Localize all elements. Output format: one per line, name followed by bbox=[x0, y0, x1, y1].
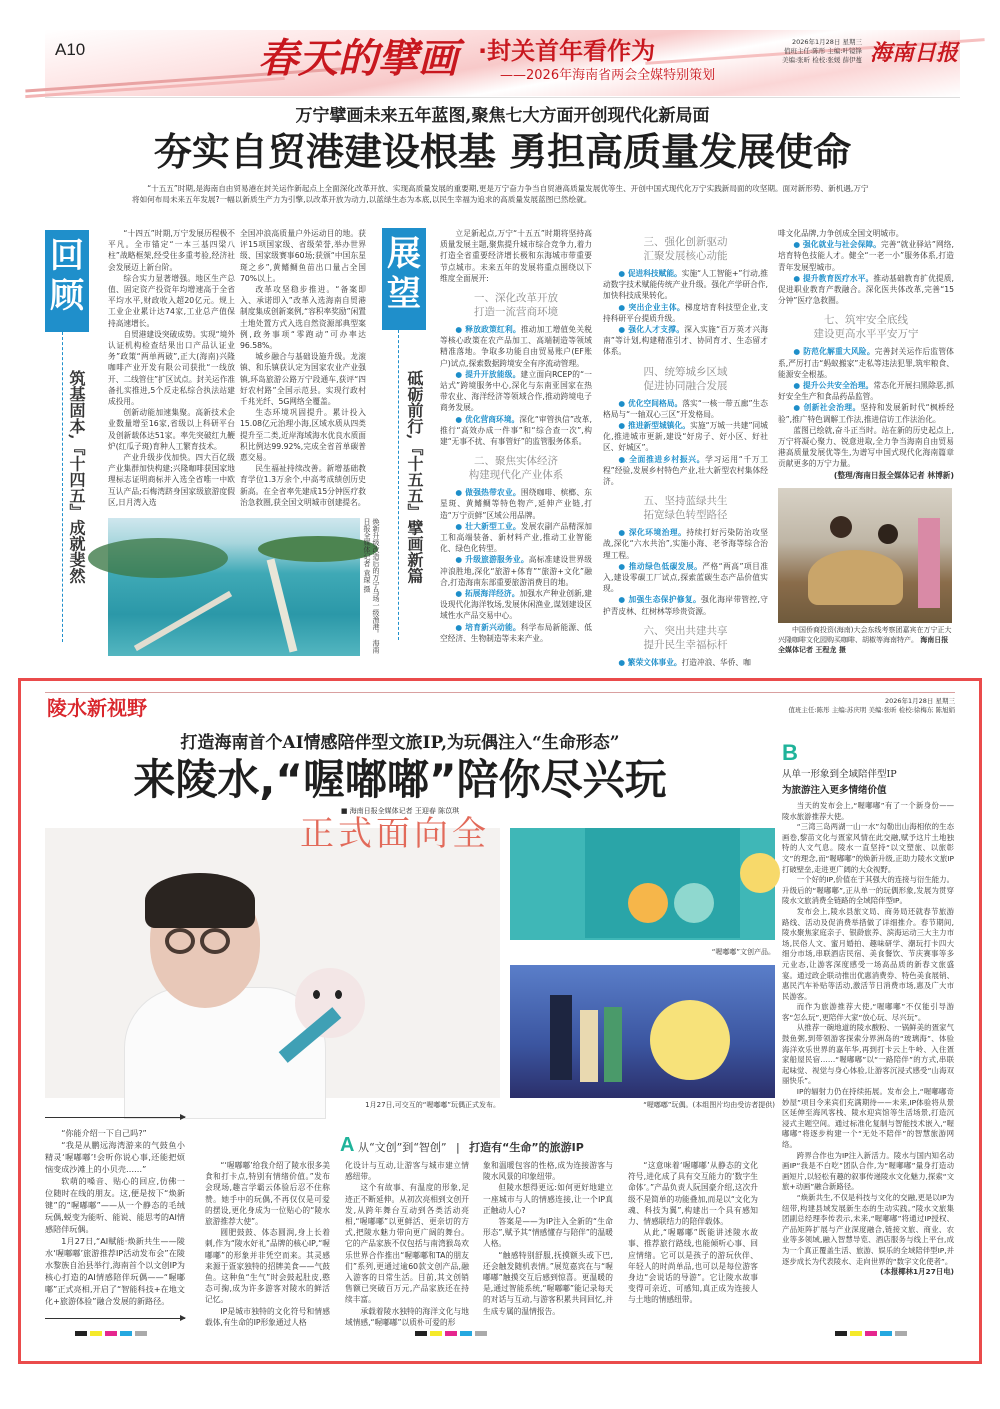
newspaper-logo: 海南日报 bbox=[870, 40, 959, 66]
paragraph: 软萌的嗓音、贴心的回应,仿佛一位随时在线的朋友。这,便是按下“焕新键”的“喔嘟嘟”——从一个静态的毛绒玩偶,蜕变为能听、能说、能思考的AI情感陪伴玩偶。 bbox=[45, 1176, 185, 1234]
subsection-heading-line: 促进协同融合发展 bbox=[643, 379, 728, 392]
bullet-item bbox=[440, 487, 592, 521]
bullet-text: 发展农副产品精深加工和高端装备、新材料产业,推动工业智能化、绿色化转型。 bbox=[440, 521, 592, 554]
main-photo-caption: 1月27日,可交互的“喔嘟嘟”玩偶正式发布。 bbox=[365, 1101, 500, 1109]
bullet-key: ● 繁荣文体事业。 bbox=[618, 658, 681, 667]
bullet-key: ● 做强热带农业。 bbox=[455, 488, 520, 497]
dashed-divider bbox=[62, 332, 63, 642]
section-a-column-4 bbox=[628, 1160, 758, 1322]
bullet-text: 加强水产种业创新,建设现代化海洋牧场,发展休闲渔业,谋划建设区域性水产品交易中心。 bbox=[440, 589, 592, 621]
section-a-column-1 bbox=[205, 1160, 330, 1327]
bullet-text: 强化海岸带管控,守护青皮林、红树林等珍贵资源。 bbox=[603, 595, 768, 616]
paragraph: 但陵水想得更远:如何更好地建立一座城市与人的情感连接,让一个IP真正触动人心? bbox=[483, 1183, 613, 1215]
subsection-heading-line: 四、统筹城乡区域 bbox=[643, 365, 728, 378]
outlook-column-3 bbox=[778, 228, 954, 486]
paragraph: 产业升级步伐加快。四大百亿级产业集群加快构建;兴隆咖啡获国家地理标志证明商标并入选全省唯一中欧互认产品;石梅湾跻身国家级旅游度假区,日月湾入选 bbox=[108, 453, 235, 507]
bullet-key: ● 促进科技赋能。 bbox=[618, 269, 681, 278]
section-a-column-3 bbox=[483, 1160, 613, 1322]
section-name: 陵水新视野 bbox=[47, 696, 147, 720]
bullet-item bbox=[778, 239, 954, 273]
bullet-item bbox=[440, 414, 592, 448]
products-photo-caption: “喔嘟嘟”文创产品。 bbox=[711, 948, 775, 956]
dashed-divider bbox=[398, 330, 399, 640]
bullet-item bbox=[440, 324, 592, 369]
bullet-text: 完善封关运作后监管体系,严厉打击“蚂蚁搬家”走私等违法犯罪,筑牢粮食、能源安全根基。 bbox=[778, 347, 954, 379]
section-b-column bbox=[782, 801, 954, 1323]
bullet-text: 科学布局新能源、低空经济、生物制造等未来产业。 bbox=[440, 622, 592, 643]
section-b-title-line1: 从单一形象到全域陪伴型IP bbox=[782, 769, 897, 780]
article-headline: 夯实自贸港建设根基 勇担高质量发展使命 bbox=[153, 130, 852, 174]
signature: (本报椰林1月27日电) bbox=[880, 1267, 954, 1277]
launch-photo bbox=[45, 814, 500, 1098]
paragraph: 全国冲浪高质量户外运动目的地。获评15项国家级、省级荣誉,举办世界级、国家级赛事60场;获颁“中国东星斑之乡”,黄鳍鲷鱼苗出口量占全国70%以上。 bbox=[240, 229, 366, 283]
paragraph: 答案是——为IP注入全新的“生命形态”,赋予其“情感懂存与陪伴”的温暖人格。 bbox=[483, 1217, 613, 1249]
bullet-key: ● 提升开放能级。 bbox=[455, 370, 520, 379]
bullet-item bbox=[603, 527, 768, 561]
color-registration-bar bbox=[835, 1331, 907, 1336]
harbor-photo bbox=[108, 518, 360, 656]
bullet-item bbox=[603, 561, 768, 595]
section-a-heading bbox=[340, 1134, 584, 1159]
bullet-text: 深化“审管执信”改革,推行“高效办成一件事”和“综合查一次”,构建“无事不扰、有事管好”的监管服务体系。 bbox=[440, 414, 592, 447]
divider bbox=[45, 97, 960, 98]
review-vertical-title: 筑基固本,『十四五』成就斐然 bbox=[67, 370, 86, 584]
bullet-item bbox=[778, 402, 954, 424]
arrow-divider bbox=[45, 1318, 185, 1319]
paragraph: 创新动能加速集聚。高新技术企业数量增至16家,省级以上科研平台及创新载体达51家。率先突破红九鞭炉(红瓜子斑)育种人工繁育技术。 bbox=[108, 408, 235, 451]
subsection-heading-line: 五、坚持蓝绿共生 bbox=[643, 495, 728, 508]
bullet-key: ● 升级旅游服务业。 bbox=[455, 555, 528, 564]
bullet-item bbox=[440, 369, 592, 414]
bullet-item bbox=[603, 420, 768, 454]
caption-text: 中国侨商投资(海南)大会东线考察团嘉宾在万宁正大兴隆咖啡文化园购买咖啡、胡椒等海南特产。 bbox=[778, 626, 952, 644]
paragraph: 蓝图已绘就,奋斗正当时。站在新的历史起点上,万宁将凝心聚力、锐意进取,全力争当海南自由贸易港高质量发展优等生,为谱写中国式现代化海南篇章贡献更多的万宁力量。 bbox=[778, 425, 954, 469]
paragraph: “焕新共生,不仅是科技与文化的交融,更是以IP为纽带,构建县域发展新生态的生动实践。”陵水文旅集团副总经理李传表示,未来,“喔嘟嘟”将通过IP授权、产品矩阵扩展与产业深度融合,链接文旅、商业、农业等多领域,融入智慧导览、酒店服务与线上平台,成为一个真正覆盖生活、旅游、娱乐的全域陪伴型IP,并逐步成长为代表陵水、走向世界的“数字文化使者”。 bbox=[782, 1192, 954, 1266]
subsection-heading-line: 七、筑牢安全底线 bbox=[824, 314, 908, 327]
page-meta bbox=[740, 697, 955, 715]
byline: ■ 海南日报全媒体记者 王迎春 陈苡琪 bbox=[340, 807, 460, 815]
bullet-item bbox=[603, 454, 768, 488]
subsection-heading-line: 一、深化改革开放 bbox=[474, 292, 558, 305]
paragraph: 这个有故事、有温度的形象,足迹正不断延伸。从初次亮相到文创开发,从跨年舞台互动到各类活动亮相,“喔嘟嘟”以更鲜活、更亲切的方式,把陵水魅力带向更广阔的舞台。它的产品家族不仅包括与南湾猴岛欢乐世界合作推出“喔嘟嘟和TA的朋友们”系列,更通过逾60款文创产品,融入游客的日常生活。目前,其文创销售额已突破百万元,产品家族还在持续丰富。 bbox=[345, 1183, 469, 1305]
photo-credit: 海南日报全媒体记者 王程龙 摄 bbox=[778, 636, 949, 654]
paragraph: “‘喔嘟嘟’给我介绍了陵水很多美食和打卡点,特别有情绪价值。”发布会现场,趣言学霸云体验后忍不住称赞。她手中的玩偶,不再仅仅是可爱的摆设,更化身成为一位贴心的“陵水旅游推荐大使”。 bbox=[205, 1161, 330, 1227]
page-date: 2026年1月28日 星期三 bbox=[791, 38, 862, 46]
lead-column bbox=[45, 1127, 185, 1315]
bullet-text: 建立面向RCEP的“一站式”跨境服务中心,深化与东南亚国家在热带农业、海洋经济等领域合作,推动跨境电子商务发展。 bbox=[440, 369, 592, 413]
review-column-1 bbox=[108, 228, 235, 513]
bullet-item bbox=[440, 521, 592, 555]
subsection-heading-line: 六、突出共建共享 bbox=[643, 624, 728, 637]
paragraph: 而作为旅游推荐大使,“喔嘟嘟”不仅能引导游客“怎么玩”,更陪伴大家“放心玩、尽兴玩”。 bbox=[782, 1002, 954, 1022]
bullet-item bbox=[778, 346, 954, 380]
section-a-letter: A bbox=[340, 1134, 355, 1156]
bullet-key: ● 提升公共安全治理。 bbox=[793, 381, 873, 390]
banner-subtitle: ——2026年海南省两会全媒特别策划 bbox=[500, 68, 716, 83]
divider bbox=[45, 692, 955, 693]
paragraph: 化设计与互动,让游客与城市建立情感纽带。 bbox=[345, 1161, 469, 1182]
mascot-photo bbox=[510, 965, 775, 1098]
bullet-item bbox=[778, 273, 954, 307]
paragraph: 发布会上,陵水县旅文局、商务局还就春节旅游路线、活动及促消费举措做了详细推介。春节期间,陵水聚焦家庭亲子、银龄旅养、滨海运动三大主力市场,民俗人文、蜜月婚拍、趣味研学、潮玩打卡四大细分市场,串联酒店民宿、美食餐饮、节庆赛事等多元业态,让游客深度感受一场高品质的新春文旅盛宴。通过政企联动推出优惠消费券、特色美食展销、惠民汽车补贴等活动,激活节日消费市场,惠及广大市民游客。 bbox=[782, 906, 954, 1001]
bullet-key: ● 突出企业主体。 bbox=[618, 303, 685, 312]
outlook-column-1 bbox=[440, 228, 592, 658]
bullet-key: ● 提升教育医疗水平。 bbox=[793, 274, 873, 283]
subsection-heading-line: 打造一流营商环境 bbox=[474, 306, 558, 319]
paragraph: 当天的发布会上,“喔嘟嘟”有了一个新身份——陵水旅游推荐大使。 bbox=[782, 801, 954, 821]
bullet-key: ● 防范化解重大风险。 bbox=[793, 347, 874, 356]
arrow-divider bbox=[45, 1117, 185, 1118]
page-number: A10 bbox=[55, 40, 86, 59]
subsection-heading-line: 构建现代化产业体系 bbox=[468, 469, 564, 482]
subsection-heading bbox=[603, 235, 768, 263]
subsection-heading-line: 汇聚发展核心动能 bbox=[643, 250, 728, 262]
bullet-text: 梯度培育科技型企业,支持科研平台提质升级。 bbox=[603, 302, 768, 323]
bullet-text: 严格“两高”项目准入,建设零碳工厂试点,探索蓝碳生态产品价值实现。 bbox=[603, 561, 768, 594]
calligraphy-title: 春天的擘画 bbox=[258, 35, 458, 82]
paragraph: 一个好的IP,价值在于其强大的连接与衍生能力。升级后的“喔嘟嘟”,正从单一的玩偶形象,发展为贯穿陵水文旅消费全链路的全域陪伴型IP。 bbox=[782, 875, 954, 906]
bullet-key: ● 拓展海洋经济。 bbox=[455, 589, 519, 598]
paragraph: “这意味着‘喔嘟嘟’从静态的文化符号,进化成了具有交互能力的‘数字生命体’。”产品负责人阮国豪介绍,这次升级不是简单的功能叠加,而是以“文化为魂、科技为翼”,构建出一个具有感知力、情感联结力的陪伴载体。 bbox=[628, 1161, 758, 1227]
bullet-key: ● 全面推进乡村振兴。 bbox=[618, 455, 705, 464]
bullet-item bbox=[603, 302, 768, 324]
review-column-2 bbox=[240, 228, 366, 513]
paragraph: 象和温暖包容的性格,成为连接游客与陵水风景的印象纽带。 bbox=[483, 1161, 613, 1182]
paragraph: 1月27日,“AI赋能·焕新共生——陵水‘喔嘟嘟’旅游推荐IP活动发布会”在陵水黎族自治县举行,海南首个以文创IP为核心打造的AI情感陪伴玩偶——“喔嘟嘟”正式亮相,开启了“智能科技+在地文化+旅游体验”融合发展的新路径。 bbox=[45, 1236, 185, 1306]
subsection-heading bbox=[603, 365, 768, 393]
subsection-heading bbox=[603, 624, 768, 652]
paragraph: 生态环境巩固提升。累计投入15.08亿元治理小海,区域水质从四类提升至二类,近岸海域海水优良水质面积比例达99.92%,完成全省首单碳普惠交易。 bbox=[240, 408, 366, 463]
subsection-heading-line: 拓宽绿色转型路径 bbox=[643, 509, 728, 522]
editor-line: 值班主任:陈彤 主编:苏庆明 美编:张昕 检校:徐梅东 陈旭娟 bbox=[788, 706, 955, 714]
bullet-key: ● 深化环境治理。 bbox=[618, 528, 686, 537]
bullet-item bbox=[603, 324, 768, 358]
bullet-text: 推动基础教育扩优提质,促进职业教育产教融合。深化医共体改革,完善“15分钟”医疗急救圈。 bbox=[778, 273, 954, 306]
bullet-text: 实施“万城一共建”同城化,推进城市更新,建设“好房子、好小区、好社区、好城区”。 bbox=[603, 421, 768, 453]
article-intro: “十五五”时期,是海南自由贸易港在封关运作新起点上全面深化改革开放、实现高质量发展的重要期,更是万宁奋力争当自贸港高质量发展优等生、开创中国式现代化万宁实践新局面的攻坚期。面对新形势、新机遇,万宁将如何布局未来五年发展?一幅以新质生产力为引擎,以改革开放为动力,以蓝绿生态为本底,以民生幸福为追求的高质量发展蓝图已然绘就。 bbox=[132, 184, 869, 204]
subsection-heading bbox=[440, 291, 592, 319]
bullet-text: 高标准建设世界级冲浪胜地,深化“旅游+体育”“旅游+文化”融合,打造海南东部重要旅游消费目的地。 bbox=[440, 555, 592, 587]
bullet-key: ● 强化就业与社会保障。 bbox=[793, 240, 881, 249]
bullet-key: ● 强化人才支撑。 bbox=[618, 325, 684, 334]
editor-line: 值班主任:陈彤 主编:叶镜锋 bbox=[784, 47, 862, 55]
bullet-text: 打造冲浪、华侨、咖 bbox=[681, 657, 751, 667]
paragraph: “你能介绍一下自己吗?” bbox=[61, 1128, 147, 1138]
paragraph: 立足新起点,万宁“十五五”时期将坚持高质量发展主题,聚焦提升城市综合竞争力,着力打造全省重要经济增长极和东海城市带重要节点城市。未来五年的发展将重点围绕以下维度全面展开: bbox=[440, 229, 592, 283]
paragraph: 从此,“喔嘟嘟”既能讲述陵水故事、推荐旅行路线,也能倾听心事、回应情绪。它可以是孩子的游玩伙伴、年轻人的时尚单品,也可以是每位游客身边“会说话的导游”。它让陵水故事变得可亲近、可感知,真正成为连接人与土地的情感纽带。 bbox=[628, 1228, 758, 1305]
section-a-separator: | bbox=[455, 1141, 460, 1154]
bullet-item bbox=[440, 588, 592, 622]
bullet-key: ● 壮大新型工业。 bbox=[455, 522, 520, 531]
subsection-heading-line: 建设更高水平平安万宁 bbox=[813, 328, 919, 341]
banner-kicker: ·封关首年看作为 bbox=[478, 37, 656, 65]
coffee-photo-caption bbox=[778, 625, 954, 655]
bullet-key: ● 释放政策红利。 bbox=[455, 325, 520, 334]
section-a-title-left: 从“文创”到“智创” bbox=[357, 1141, 447, 1154]
coffee-shop-photo bbox=[778, 488, 952, 623]
section-b-letter: B bbox=[782, 740, 798, 765]
paragraph: 改革攻坚稳步推进。“备案即入、承诺即入”改革入选海南自贸港制度集成创新案例,“容积率奖励”闲置土地处置方式入选自然资源部典型案例,政务事项“零跑动”可办率达96.58%。 bbox=[240, 285, 366, 351]
page-meta bbox=[740, 38, 862, 65]
bullet-item bbox=[603, 398, 768, 420]
bullet-text: 实施“人工智能+”行动,推动数字技术赋能传统产业升级。强化产学研合作,加快科技成果转化。 bbox=[603, 269, 768, 301]
bullet-item bbox=[440, 554, 592, 588]
paragraph: “我是从鹏远海湾游来的气鼓鱼小精灵‘喔嘟嘟’!会听你说心事,还能把烦恼变成沙滩上的小贝壳……” bbox=[45, 1140, 185, 1174]
bullet-key: ● 优化营商环境。 bbox=[455, 415, 519, 424]
section-tag-review: 回顾 bbox=[45, 230, 89, 332]
products-photo bbox=[510, 828, 775, 940]
bullet-item bbox=[603, 657, 768, 668]
paragraph: 从推荐一碗地道的陵水酸粉、一锅鲜美的疍家气鼓鱼粥,到带领游客探索分界洲岛的“玻璃海”、体验海洋欢乐世界的嘉年华,再到打卡云上牛岭、入住疍家船屋民宿……“喔嘟嘟”以“一路陪伴”的方式,串联起味觉、视觉与身心体验,让游客沉浸式感受“山海双丽快乐”。 bbox=[782, 1023, 954, 1086]
article-subhead: 万宁擘画未来五年蓝图,聚焦七大方面开创现代化新局面 bbox=[295, 106, 710, 126]
paragraph: 自贸港建设突破成势。实现“境外认证机构检查结果出口产品认证业务”政策“两单两破”,正大(海南)兴隆咖啡产业开发有限公司获批“一线放开、二线管住”扩区试点。封关运作准备扎实推进,5个反走私综合执法站建成投用。 bbox=[108, 329, 235, 407]
paragraph: 圆肥鼓鼓、体态圆润,身上长着刺,作为“陵水好礼”品牌的核心IP,“喔嘟嘟”的形象并非凭空而来。其灵感来源于疍家独特的招牌美食——气鼓鱼。这种鱼“生气”时会鼓起肚皮,憨态可掬,成为许多游客对陵水的鲜活记忆。 bbox=[205, 1228, 330, 1305]
subsection-heading-line: 二、聚焦实体经济 bbox=[474, 455, 558, 468]
signature: (整理/海南日报全媒体记者 林博新) bbox=[833, 470, 954, 480]
bullet-text: 学习运用“千万工程”经验,发展乡村特色产业,壮大新型农村集体经济。 bbox=[603, 454, 768, 487]
paragraph: “十四五”时期,万宁发展历程极不平凡。全市锚定“一本三基四梁八柱”战略框架,经受住多重考验,经济社会发展迈上新台阶。 bbox=[108, 229, 235, 272]
subsection-heading bbox=[778, 313, 954, 341]
section-b-title-line2: 为旅游注入更多情绪价值 bbox=[782, 785, 887, 796]
paragraph: 承载着陵水独特的海洋文化与地域情感,“喔嘟嘟”以质朴可爱的形 bbox=[345, 1306, 469, 1327]
subsection-heading bbox=[440, 454, 592, 482]
page-date: 2026年1月28日 星期三 bbox=[884, 697, 955, 705]
bullet-text: 围绕咖啡、槟榔、东星斑、黄鳍鲷等特色物产,延伸产业链,打造“万宁贡鲜”区域公用品牌。 bbox=[440, 488, 592, 520]
paragraph: IP的辐射力仍在持续拓展。发布会上,“喔嘟嘟奇妙屋”项目令来宾们充满期待——未来,IP体验将从景区延伸至海风客栈、陵水迎宾馆等生活场景,打造沉浸式主题空间。通过标准化复制与智能技术嵌入,“喔嘟嘟”将逐步构建一个“无处不陪伴”的智慧旅游网络。 bbox=[782, 1087, 954, 1149]
backdrop-text: 正式面向全 bbox=[300, 814, 490, 854]
bullet-text: 持续打好污染防治攻坚战,深化“六水共治”,实施小海、老爷海等综合治理工程。 bbox=[603, 528, 768, 560]
bullet-key: ● 培育新兴动能。 bbox=[455, 623, 520, 632]
section-a-column-2 bbox=[345, 1160, 469, 1327]
paragraph: 民生福祉持续改善。新增基础教育学位1.3万余个,中高考成绩创历史新高。在全省率先建成15分钟医疗救治急救圈,获全国文明城市创建提名。 bbox=[240, 464, 366, 507]
bullet-key: ● 加强生态保护修复。 bbox=[618, 595, 701, 604]
subsection-heading-line: 提升民生幸福标杆 bbox=[643, 638, 728, 651]
outlook-vertical-title: 砥砺前行,『十五五』擘画新篇 bbox=[405, 370, 424, 584]
paragraph: 啡文化品牌,力争创成全国文明城市。 bbox=[778, 229, 904, 238]
paragraph: 跨界合作也为IP注入新活力。陵水与国内知名动画IP“我是不白吃”团队合作,为“喔嘟嘟”量身打造动画短片,以轻松有趣的叙事传递陵水文化魅力,探索“文旅+动画”融合新路径。 bbox=[782, 1150, 954, 1192]
color-registration-bar bbox=[75, 1331, 147, 1336]
bullet-item bbox=[440, 622, 592, 644]
bullet-text: 完善“就业驿站”网络,培育特色技能人才。健全“一老一小”服务体系,打造青年发展型城市。 bbox=[778, 240, 954, 272]
outlook-column-2 bbox=[603, 228, 768, 667]
bullet-item bbox=[778, 380, 954, 402]
editor-line: 美编:张昕 检校:张媛 薛伊蔓 bbox=[781, 56, 862, 64]
bullet-key: ● 创新社会治理。 bbox=[793, 403, 860, 412]
subsection-heading-line: 三、强化创新驱动 bbox=[643, 236, 728, 248]
bullet-key: ● 推进新型城镇化。 bbox=[618, 421, 690, 430]
subsection-heading bbox=[603, 494, 768, 522]
mascot-photo-caption: “喔嘟嘟”玩偶。(本组图片均由受访者提供) bbox=[643, 1101, 775, 1109]
paragraph: “触感特别舒服,抚摸额头或下巴,还会触发随机表情。”展览嘉宾在与“喔嘟嘟”触摸交互后感到惊喜。更温暖的是,通过智能系统,“喔嘟嘟”能记录每天的对话与互动,与游客积累共同回忆,并生成专属的温情报告。 bbox=[483, 1250, 613, 1316]
bullet-item bbox=[603, 268, 768, 302]
section-tag-outlook: 展望 bbox=[382, 228, 426, 330]
color-registration-bar bbox=[415, 1331, 487, 1336]
bullet-text: 深入实施“百万英才兴海南”等计划,构建精准引才、协同育才、生态留才体系。 bbox=[603, 325, 768, 357]
bullet-key: ● 优化空间格局。 bbox=[618, 399, 682, 408]
paragraph: “三湾三岛两湖一山一水”勾勒出山海相依的生态画卷,黎苗文化与疍家风情在此交融,赋予这片土地独特的人文气息。陵水一直坚持“以文塑旅、以旅彰文”的理念,而“喔嘟嘟”的焕新升级,正助力陵水文旅IP打破壁垒,走进更广阔的大众视野。 bbox=[782, 822, 954, 874]
bullet-item bbox=[603, 594, 768, 616]
paragraph: 综合实力显著增强。地区生产总值、固定资产投资年均增速高于全省平均水平,财政收入超20亿元。规上工业企业累计达74家,工业总产值保持高速增长。 bbox=[108, 273, 235, 328]
bullet-text: 常态化开展扫黑除恶,抓好安全生产和食品药品监管。 bbox=[778, 381, 954, 402]
article-headline: 来陵水,“喔嘟嘟”陪你尽兴玩 bbox=[133, 755, 667, 804]
paragraph: IP是城市独特的文化符号和情感载体,有生命的IP形象通过人格 bbox=[205, 1306, 330, 1327]
bullet-text: 坚持和发展新时代“枫桥经验”,推广特色调解工作法,推进信访工作法治化。 bbox=[778, 403, 955, 424]
bullet-key: ● 推动绿色低碳发展。 bbox=[618, 562, 702, 571]
bullet-text: 落实“一核一带五廊”生态格局与“一轴双心三区”开发格局。 bbox=[603, 398, 768, 419]
section-a-title-right: 打造有“生命”的旅游IP bbox=[469, 1141, 584, 1154]
article-subhead: 打造海南首个AI情感陪伴型文旅IP,为玩偶注入“生命形态” bbox=[180, 733, 620, 753]
paragraph: 城乡融合与基础设施升级。龙滚镇、和乐镇获认定为国家农业产业强镇,环岛旅游公路万宁段通车,获评“四好农村路”全国示范县。实现行政村千兆光纤、5G网络全覆盖。 bbox=[240, 352, 366, 407]
harbor-photo-caption: 焕新升级改造后的万宁乌场一级渔港。 海南日报全媒体记者 袁琛 摄 bbox=[363, 518, 380, 654]
bullet-text: 推动加工增值免关税等核心政策在农产品加工、高端制造等领域精准落地。争取多功能自由贸易账户(EF账户)试点,探索数据跨境安全有序流动管理。 bbox=[440, 325, 592, 368]
